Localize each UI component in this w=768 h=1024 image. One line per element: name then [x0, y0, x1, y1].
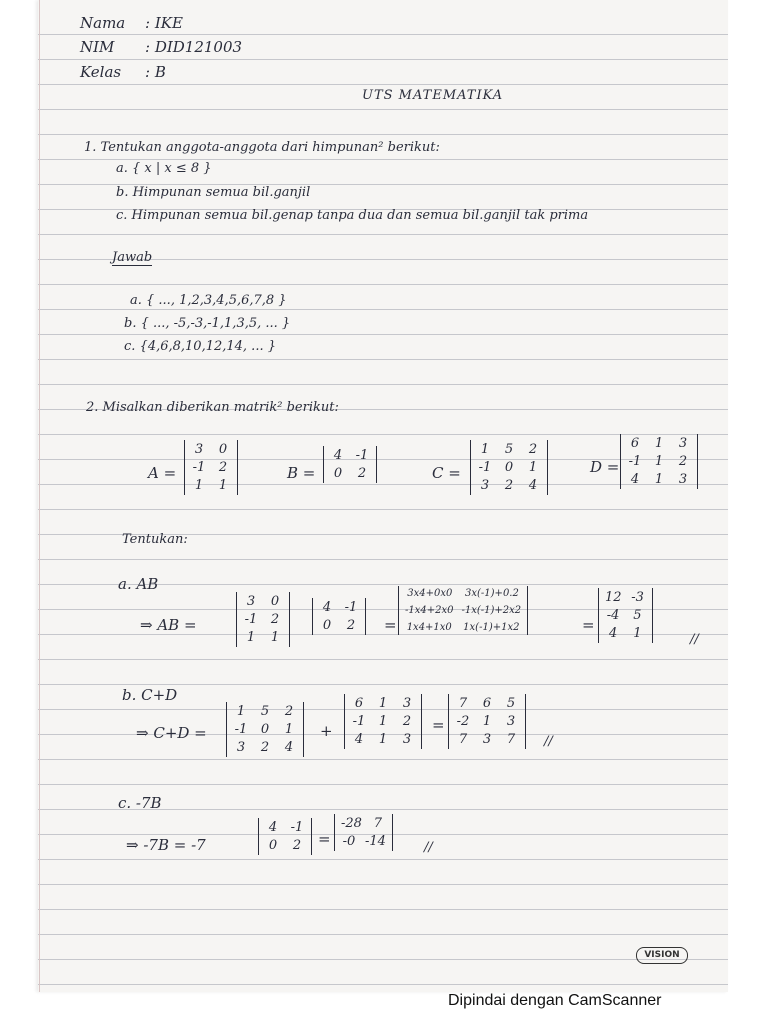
matrix-cell: 0	[218, 442, 228, 457]
matrix-cell: 12	[605, 590, 622, 605]
matrix-cell: 1	[528, 460, 538, 475]
matrix-cell: 2	[504, 478, 514, 493]
matrix-cell: 1	[218, 478, 228, 493]
matrix-cell: 7	[506, 732, 516, 747]
matrix-cell: 3	[678, 472, 688, 487]
eq-sign: =	[432, 716, 445, 734]
matrix-row	[455, 696, 519, 711]
matrix-cell: 0	[268, 838, 278, 853]
matrix-row	[405, 605, 521, 616]
matrix-AB-result	[598, 588, 653, 643]
matrix-cell: 2	[284, 704, 294, 719]
q1-c: c. Himpunan semua bil.genap tanpa dua dan semua bil.ganjil tak prima	[116, 208, 589, 223]
matrix-row	[330, 448, 370, 463]
eq-sign: =	[582, 616, 595, 634]
matrix-C	[470, 440, 548, 495]
matrix-cell: 6	[354, 696, 364, 711]
nim-value: : DID121003	[145, 38, 243, 56]
matrix-cell: 2	[402, 714, 412, 729]
matrix-cell: 0	[333, 466, 343, 481]
matrix-cell: 3x4+0x0	[407, 588, 453, 599]
matrix-cell: -1	[244, 612, 258, 627]
matrix-cell: 4	[322, 600, 332, 615]
matrix-cell: 3	[246, 594, 256, 609]
matrix-cell: 0	[504, 460, 514, 475]
matrix-row	[627, 472, 691, 487]
matrix-cell: -4	[606, 608, 620, 623]
matrix-row	[351, 714, 415, 729]
matrix-cell: -1x4+2x0	[405, 605, 454, 616]
matrix-row	[477, 460, 541, 475]
matrix-cell: -1	[290, 820, 304, 835]
matrix-row	[191, 460, 231, 475]
matrix-row	[405, 622, 521, 633]
matrix-cell: 3	[402, 696, 412, 711]
matrix-D-copy	[344, 694, 422, 749]
nama-value: : IKE	[145, 14, 183, 32]
matrix-cell: 5	[633, 608, 642, 623]
q1-answer-a: a. { ..., 1,2,3,4,5,6,7,8 }	[130, 293, 287, 308]
matrix-row	[233, 704, 297, 719]
matrix-cell: -1	[344, 600, 358, 615]
matrix-cell: -1	[234, 722, 248, 737]
matrix-cell: 4	[354, 732, 364, 747]
q2-prompt: 2. Misalkan diberikan matrik² berikut:	[86, 400, 339, 415]
part-a-heading: a. AB	[118, 575, 159, 593]
matrix-cell: 7	[373, 816, 383, 831]
matrix-A	[184, 440, 238, 495]
matrix-cell: 1	[654, 436, 664, 451]
matrix-row	[605, 626, 646, 641]
matrix-row	[341, 816, 386, 831]
matrix-cell: 2	[292, 838, 302, 853]
matrix-row	[351, 732, 415, 747]
eq-sign: =	[318, 830, 331, 848]
matrix-cell: 1	[378, 714, 388, 729]
kelas-value: : B	[145, 63, 166, 81]
matrix-cell: -1	[478, 460, 492, 475]
matrix-cell: 1	[482, 714, 492, 729]
matrix-cell: 5	[506, 696, 516, 711]
matrix-row	[233, 740, 297, 755]
matrix-cell: -0	[342, 834, 356, 849]
matrix-cell: -3	[631, 590, 644, 605]
matrix-cell: 3	[678, 436, 688, 451]
matrix-cell: 2	[270, 612, 280, 627]
matrix-row	[627, 454, 691, 469]
matrix-cell: 1	[284, 722, 294, 737]
matrix-cell: 5	[504, 442, 514, 457]
matrix-row	[605, 608, 646, 623]
q1-b: b. Himpunan semua bil.ganjil	[116, 185, 311, 200]
matrix-B-copy2	[258, 818, 312, 855]
nama-label: Nama	[80, 14, 126, 32]
matrix-row	[627, 436, 691, 451]
q1-prompt: 1. Tentukan anggota-anggota dari himpunan² berikut:	[84, 140, 440, 155]
part-c-heading: c. -7B	[118, 794, 162, 812]
matrix-cell: 1	[246, 630, 256, 645]
matrix-cell: 7	[458, 696, 468, 711]
matrix-D	[620, 434, 698, 489]
nim-label: NIM	[80, 38, 115, 56]
part-a-lhs: ⇒ AB =	[140, 616, 197, 634]
matrix-cell: 4	[284, 740, 294, 755]
done-mark: //	[544, 734, 553, 749]
matrix-cell: 4	[608, 626, 618, 641]
eq-sign: =	[384, 616, 397, 634]
matrix-cell: 1x(-1)+1x2	[463, 622, 520, 633]
part-b-heading: b. C+D	[122, 686, 178, 704]
matrix-cell: 1	[633, 626, 642, 641]
matrix-cell: 2	[346, 618, 356, 633]
matrix-cell: 2	[260, 740, 270, 755]
done-mark: //	[690, 632, 699, 647]
matrix-row	[351, 696, 415, 711]
part-c-lhs: ⇒ -7B = -7	[126, 836, 206, 854]
matrix-cell: 1	[378, 732, 388, 747]
matrix-cell: 1	[480, 442, 490, 457]
matrix-cell: -1x(-1)+2x2	[461, 605, 522, 616]
matrix-cell: 3	[402, 732, 412, 747]
matrix-cell: 3x(-1)+0.2	[465, 588, 519, 599]
matrix-cell: 3	[482, 732, 492, 747]
matrix-cell: 1	[654, 472, 664, 487]
tentukan-label: Tentukan:	[122, 532, 188, 547]
matrix-cell: 1	[654, 454, 664, 469]
matrix-cell: 1	[270, 630, 280, 645]
matrix-cell: -2	[456, 714, 470, 729]
matrix-row	[455, 714, 519, 729]
label-D: D =	[590, 458, 620, 476]
matrix-cell: 2	[218, 460, 228, 475]
matrix-cell: 3	[480, 478, 490, 493]
matrix-cell: 4	[333, 448, 343, 463]
page-title: UTS MATEMATIKA	[362, 88, 504, 103]
matrix-B-copy	[312, 598, 366, 635]
matrix-CD-result	[448, 694, 526, 749]
matrix-cell: 7	[458, 732, 468, 747]
q1-answer-b: b. { ..., -5,-3,-1,1,3,5, ... }	[124, 316, 291, 331]
q1-answer-c: c. {4,6,8,10,12,14, ... }	[124, 339, 276, 354]
matrix-cell: 6	[482, 696, 492, 711]
label-A: A =	[148, 464, 177, 482]
matrix-cell: 3	[194, 442, 204, 457]
matrix-cell: -14	[365, 834, 386, 849]
matrix-cell: 2	[678, 454, 688, 469]
matrix-row	[191, 478, 231, 493]
matrix-row	[477, 478, 541, 493]
kelas-label: Kelas	[80, 63, 122, 81]
matrix-cell: 4	[268, 820, 278, 835]
matrix-row	[455, 732, 519, 747]
matrix-cell: 4	[528, 478, 538, 493]
matrix-row	[330, 466, 370, 481]
vision-stamp: VISION	[636, 947, 688, 964]
matrix-cell: 6	[630, 436, 640, 451]
matrix-cell: -1	[352, 714, 366, 729]
matrix-row	[191, 442, 231, 457]
matrix-cell: -28	[341, 816, 362, 831]
matrix-cell: 0	[270, 594, 280, 609]
matrix-cell: 5	[260, 704, 270, 719]
matrix-row	[319, 618, 359, 633]
matrix-row	[243, 612, 283, 627]
matrix-B	[323, 446, 377, 483]
matrix-row	[341, 834, 386, 849]
plus-sign: +	[320, 722, 333, 740]
matrix-C-copy	[226, 702, 304, 757]
margin-line	[39, 0, 40, 992]
matrix-A-copy	[236, 592, 290, 647]
matrix-cell: 2	[528, 442, 538, 457]
matrix-row	[265, 820, 305, 835]
matrix-cell: 1	[194, 478, 204, 493]
matrix-cell: 3	[506, 714, 516, 729]
matrix-cell: -1	[192, 460, 206, 475]
done-mark: //	[424, 840, 433, 855]
matrix-cell: 0	[260, 722, 270, 737]
matrix-cell: 4	[630, 472, 640, 487]
matrix-cell: -1	[628, 454, 642, 469]
jawab-heading: Jawab	[112, 250, 153, 265]
label-B: B =	[287, 464, 316, 482]
matrix-row	[243, 630, 283, 645]
label-C: C =	[432, 464, 461, 482]
matrix-row	[233, 722, 297, 737]
matrix-cell: 1	[378, 696, 388, 711]
matrix-cell: -1	[355, 448, 369, 463]
part-b-lhs: ⇒ C+D =	[136, 724, 207, 742]
q1-a: a. { x | x ≤ 8 }	[116, 161, 212, 176]
matrix-cell: 3	[236, 740, 246, 755]
matrix-row	[319, 600, 359, 615]
matrix-cell: 0	[322, 618, 332, 633]
matrix-cell: 1	[236, 704, 246, 719]
matrix-row	[405, 588, 521, 599]
matrix-row	[477, 442, 541, 457]
matrix-row	[605, 590, 646, 605]
camscanner-footer: Dipindai dengan CamScanner	[448, 992, 662, 1009]
matrix-cell: 1x4+1x0	[406, 622, 452, 633]
matrix-row	[265, 838, 305, 853]
matrix-AB-expansion	[398, 586, 528, 635]
matrix-minus7B-result	[334, 814, 393, 851]
matrix-row	[243, 594, 283, 609]
matrix-cell: 2	[357, 466, 367, 481]
